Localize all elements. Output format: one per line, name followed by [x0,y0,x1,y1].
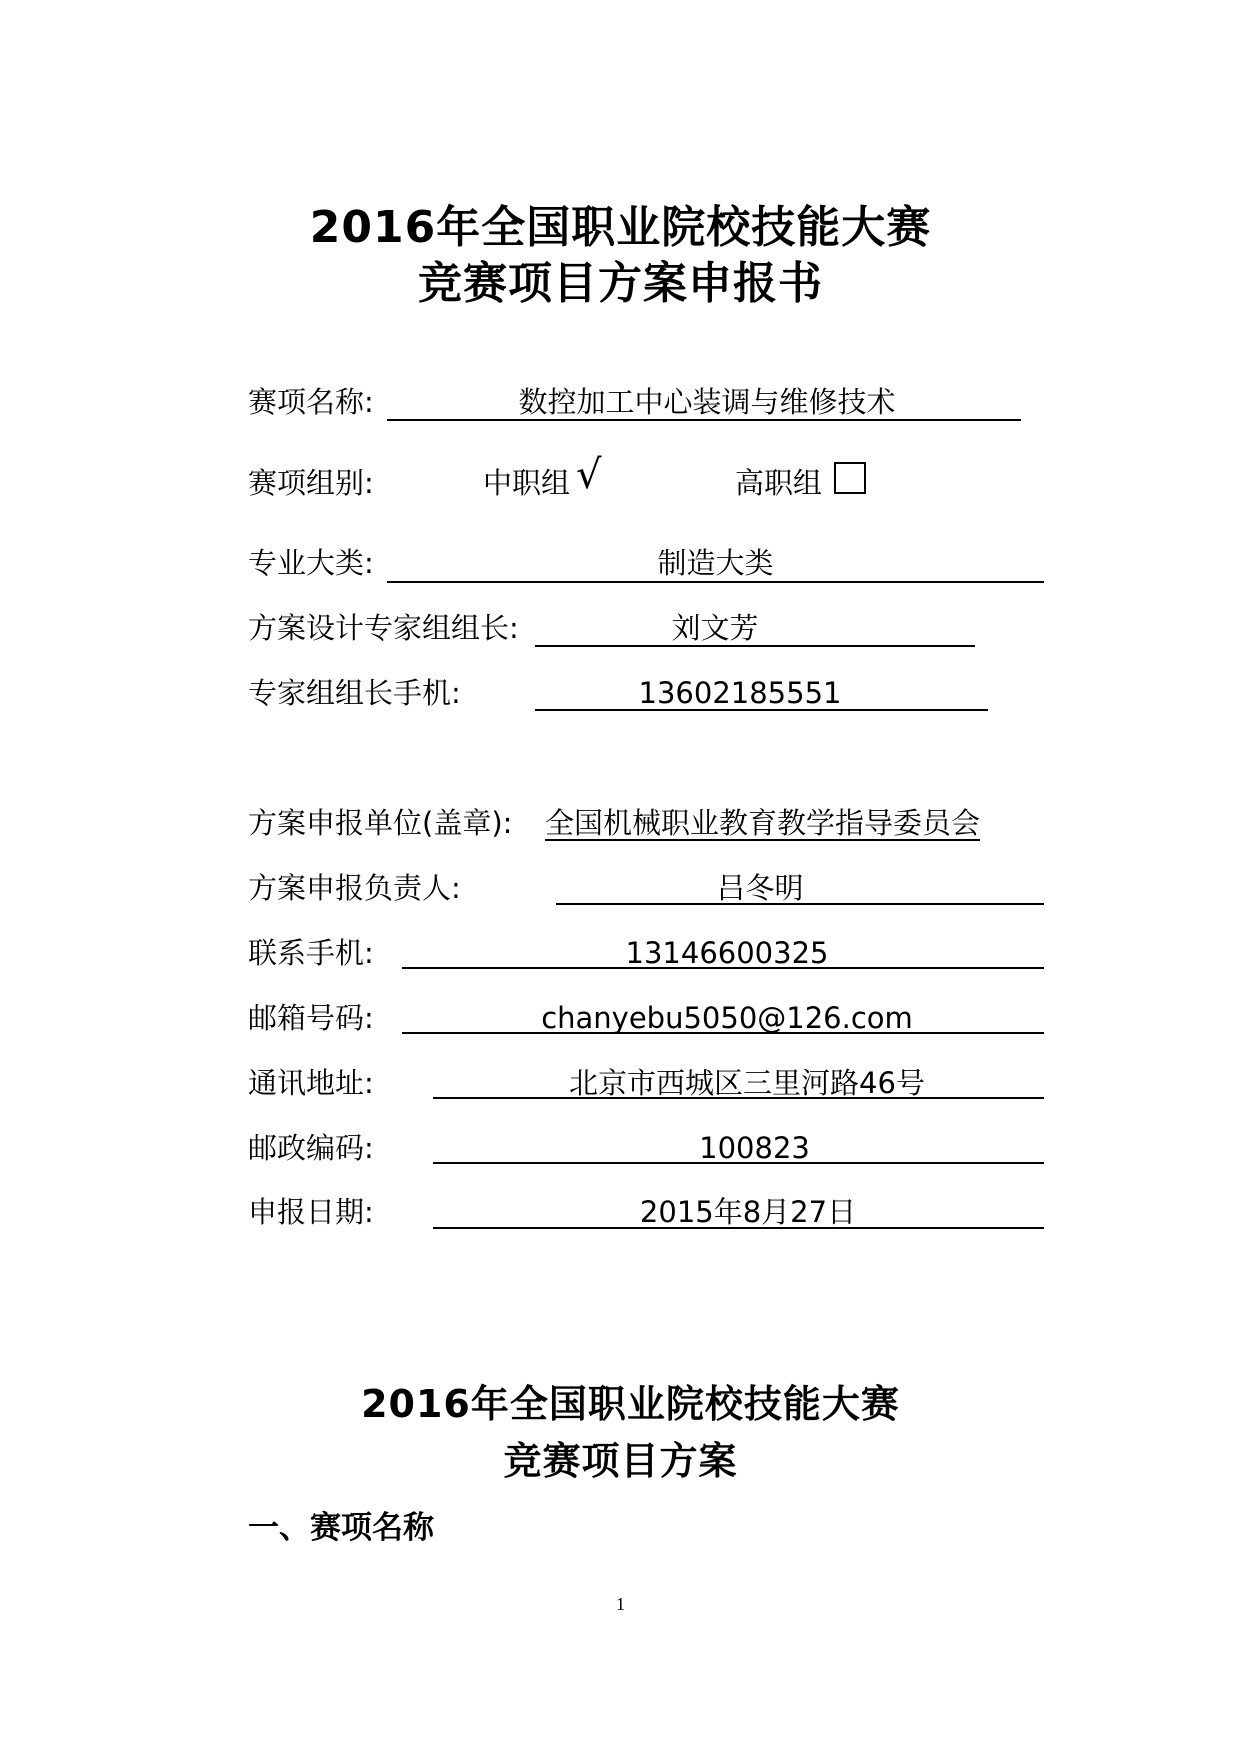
expert-leader-value: 刘文芳 [671,611,759,645]
empty-checkbox-icon[interactable] [834,462,866,494]
leader-phone-label: 专家组组长手机: [248,676,461,710]
plan-title-line2: 竞赛项目方案 [503,1439,738,1483]
expert-leader-label: 方案设计专家组组长: [248,611,519,645]
cover-title-line1: 2016年全国职业院校技能大赛 [309,202,932,253]
checkmark-icon[interactable]: √ [576,452,602,498]
applicant-person-value: 吕冬明 [716,871,804,905]
plan-title-line1: 2016年全国职业院校技能大赛 [361,1382,900,1426]
apply-date-label: 申报日期: [248,1195,374,1229]
group-secondary-label: 中职组 [483,466,571,500]
cover-title-line2: 竞赛项目方案申报书 [418,258,823,309]
applicant-unit-value: 全国机械职业教育教学指导委员会 [545,806,981,840]
applicant-unit-label: 方案申报单位(盖章): [248,806,513,840]
major-category-value: 制造大类 [657,546,774,580]
major-category-underline [387,581,1044,583]
event-group-label: 赛项组别: [248,466,374,500]
address-label: 通讯地址: [248,1066,374,1100]
page-number: 1 [616,1594,625,1614]
event-name-value: 数控加工中心装调与维修技术 [518,385,896,419]
postal-code-label: 邮政编码: [248,1131,374,1165]
email-label: 邮箱号码: [248,1001,374,1035]
section-heading-event-name: 一、赛项名称 [248,1510,434,1546]
contact-phone-value: 13146600325 [625,936,829,970]
postal-code-value: 100823 [699,1131,810,1165]
event-name-label: 赛项名称: [248,385,374,419]
applicant-person-label: 方案申报负责人: [248,871,461,905]
group-higher-label: 高职组 [735,466,823,500]
contact-phone-label: 联系手机: [248,936,374,970]
address-value: 北京市西城区三里河路46号 [569,1066,925,1100]
apply-date-value: 2015年8月27日 [639,1195,857,1229]
leader-phone-value: 13602185551 [638,676,842,710]
major-category-label: 专业大类: [248,546,374,580]
email-value: chanyebu5050@126.com [541,1001,913,1035]
